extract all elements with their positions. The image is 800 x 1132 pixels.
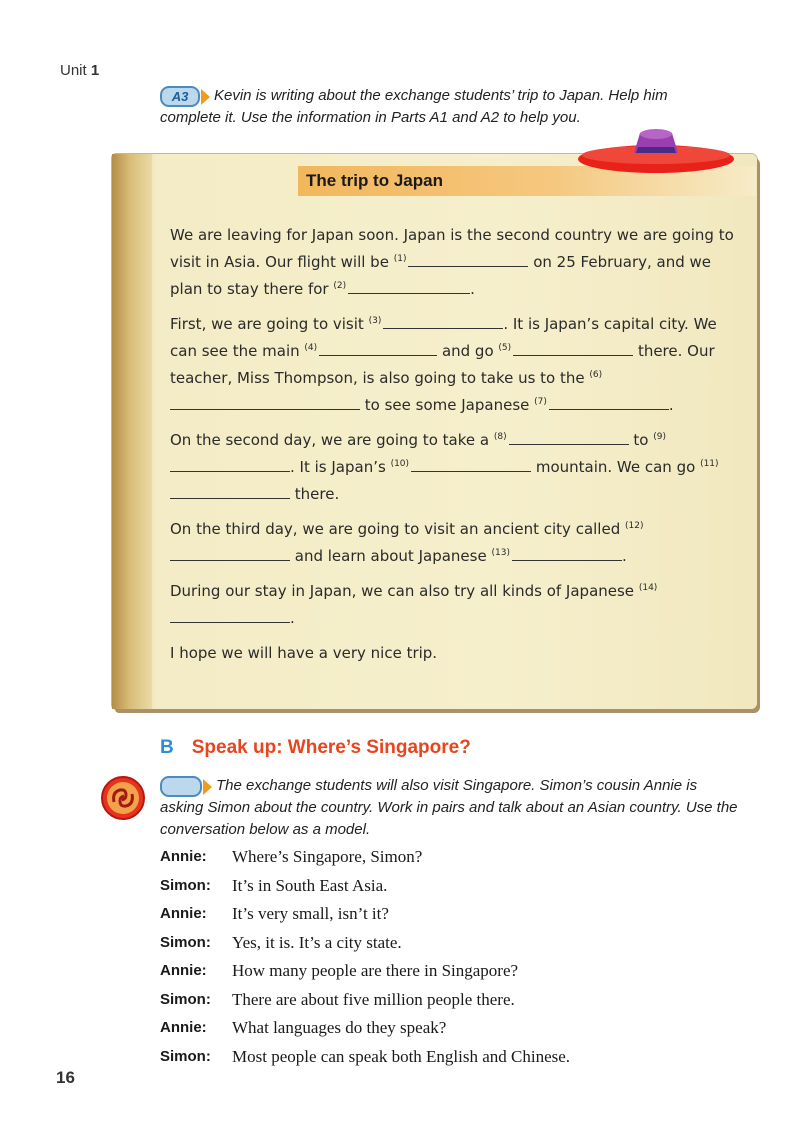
blank-number-2: (2) bbox=[333, 281, 347, 291]
utterance: What languages do they speak? bbox=[232, 1018, 447, 1037]
a3-tag bbox=[160, 86, 200, 107]
story-text-span: there. Our teacher, Miss Thompson, is also going to take us to the bbox=[170, 342, 715, 387]
utterance: Where’s Singapore, Simon? bbox=[232, 847, 423, 866]
story-text-span: to bbox=[633, 431, 649, 449]
page-number: 16 bbox=[56, 1068, 75, 1087]
story-text-span: . It is Japan’s bbox=[290, 458, 386, 476]
utterance: Yes, it is. It’s a city state. bbox=[232, 932, 402, 952]
b-tag bbox=[160, 776, 202, 797]
blank-8[interactable] bbox=[509, 430, 629, 445]
story-text-span: there. bbox=[294, 485, 340, 503]
story-text-span: I hope we will have a very nice trip. bbox=[170, 644, 438, 662]
blank-number-5: (5) bbox=[498, 343, 512, 353]
story-text-span: During our stay in Japan, we can also try all kinds of Japanese bbox=[170, 582, 635, 600]
speaker-name: Annie: bbox=[160, 1019, 207, 1036]
story-paragraph-1 bbox=[170, 222, 735, 303]
story-text-span: On the second day, we are going to take a bbox=[170, 431, 490, 449]
utterance: It’s in South East Asia. bbox=[232, 875, 388, 895]
story-text-span: and learn about Japanese bbox=[294, 547, 487, 565]
blank-number-14: (14) bbox=[638, 583, 658, 593]
story-text-span: . bbox=[470, 280, 475, 298]
story-paragraph-4 bbox=[170, 516, 735, 570]
story-text-span: on 25 February, and we plan to stay there for bbox=[170, 253, 712, 298]
speaker-name: Annie: bbox=[160, 962, 207, 979]
section-b-heading bbox=[160, 737, 471, 759]
blank-number-10: (10) bbox=[390, 459, 410, 469]
blank-2[interactable] bbox=[348, 279, 470, 294]
blank-number-13: (13) bbox=[491, 548, 510, 558]
unit-number: 1 bbox=[90, 62, 100, 79]
blank-11[interactable] bbox=[170, 484, 290, 499]
play-arrow-icon bbox=[201, 89, 210, 105]
unit-word: Unit bbox=[60, 62, 87, 79]
utterance: Most people can speak both English and Chinese. bbox=[232, 1046, 571, 1066]
story-paragraph-5 bbox=[170, 578, 735, 632]
book-spine bbox=[112, 154, 152, 709]
story-paragraph-3 bbox=[170, 427, 735, 508]
blank-10[interactable] bbox=[411, 457, 531, 472]
blank-number-11: (11) bbox=[700, 459, 719, 469]
blank-3[interactable] bbox=[383, 314, 503, 329]
blank-7[interactable] bbox=[549, 395, 669, 410]
story-text bbox=[170, 222, 735, 675]
b-instruction-text: The exchange students will also visit Singapore. Simon’s cousin Annie is asking Simon about the country. Work in pairs and talk about an Asian country. Use the conversation below as a model. bbox=[160, 777, 738, 838]
b-instruction-block bbox=[160, 775, 740, 841]
story-text-span: . It is Japan’s capital city. We can see the main bbox=[170, 315, 717, 360]
blank-number-1: (1) bbox=[393, 254, 407, 264]
speaker-name: Simon: bbox=[160, 933, 211, 951]
hat-icon bbox=[574, 123, 744, 183]
blank-number-12: (12) bbox=[625, 521, 644, 531]
story-paragraph-6 bbox=[170, 640, 735, 667]
story-text-span: mountain. We can go bbox=[535, 458, 696, 476]
blank-12[interactable] bbox=[170, 546, 290, 561]
blank-6[interactable] bbox=[170, 395, 360, 410]
a3-tag-label: A3 bbox=[171, 88, 189, 104]
story-text-span: and go bbox=[441, 342, 494, 360]
story-text-span: to see some Japanese bbox=[364, 396, 530, 414]
section-title: Speak up: Where’s Singapore? bbox=[191, 737, 471, 758]
story-text-span: First, we are going to visit bbox=[170, 315, 364, 333]
blank-number-3: (3) bbox=[368, 316, 382, 326]
story-text-span: We are leaving for Japan soon. Japan is the second country we are going to visit in Asia. Our flight will be bbox=[170, 226, 734, 271]
story-text-span: . bbox=[290, 609, 295, 627]
a3-instruction-text: Kevin is writing about the exchange students’ trip to Japan. Help him complete it. Use the information in Parts A1 and A2 to help you. bbox=[160, 87, 668, 126]
blank-9[interactable] bbox=[170, 457, 290, 472]
utterance: There are about five million people there. bbox=[232, 989, 515, 1009]
speaker-name: Simon: bbox=[160, 990, 211, 1008]
blank-1[interactable] bbox=[408, 252, 528, 267]
blank-14[interactable] bbox=[170, 608, 290, 623]
speaker-name: Simon: bbox=[160, 876, 211, 894]
speaker-name: Simon: bbox=[160, 1047, 211, 1065]
story-text-span: . bbox=[668, 396, 674, 414]
play-arrow-icon bbox=[203, 779, 212, 795]
blank-number-6: (6) bbox=[589, 370, 603, 380]
blank-number-9: (9) bbox=[653, 432, 666, 442]
blank-number-8: (8) bbox=[493, 432, 507, 442]
blank-number-7: (7) bbox=[534, 397, 547, 407]
unit-label bbox=[60, 62, 99, 79]
story-title: The trip to Japan bbox=[306, 171, 443, 190]
story-paragraph-2 bbox=[170, 311, 735, 419]
speaker-name: Annie: bbox=[160, 848, 207, 865]
blank-number-4: (4) bbox=[304, 343, 318, 353]
blank-13[interactable] bbox=[512, 546, 622, 561]
speaker-name: Annie: bbox=[160, 905, 207, 922]
speaking-icon bbox=[100, 774, 146, 822]
blank-4[interactable] bbox=[319, 341, 437, 356]
utterance: It’s very small, isn’t it? bbox=[232, 904, 389, 923]
story-text-span: . bbox=[621, 547, 627, 565]
story-text-span: On the third day, we are going to visit an ancient city called bbox=[170, 520, 621, 538]
utterance: How many people are there in Singapore? bbox=[232, 961, 519, 980]
section-letter: B bbox=[160, 737, 174, 758]
blank-5[interactable] bbox=[513, 341, 633, 356]
